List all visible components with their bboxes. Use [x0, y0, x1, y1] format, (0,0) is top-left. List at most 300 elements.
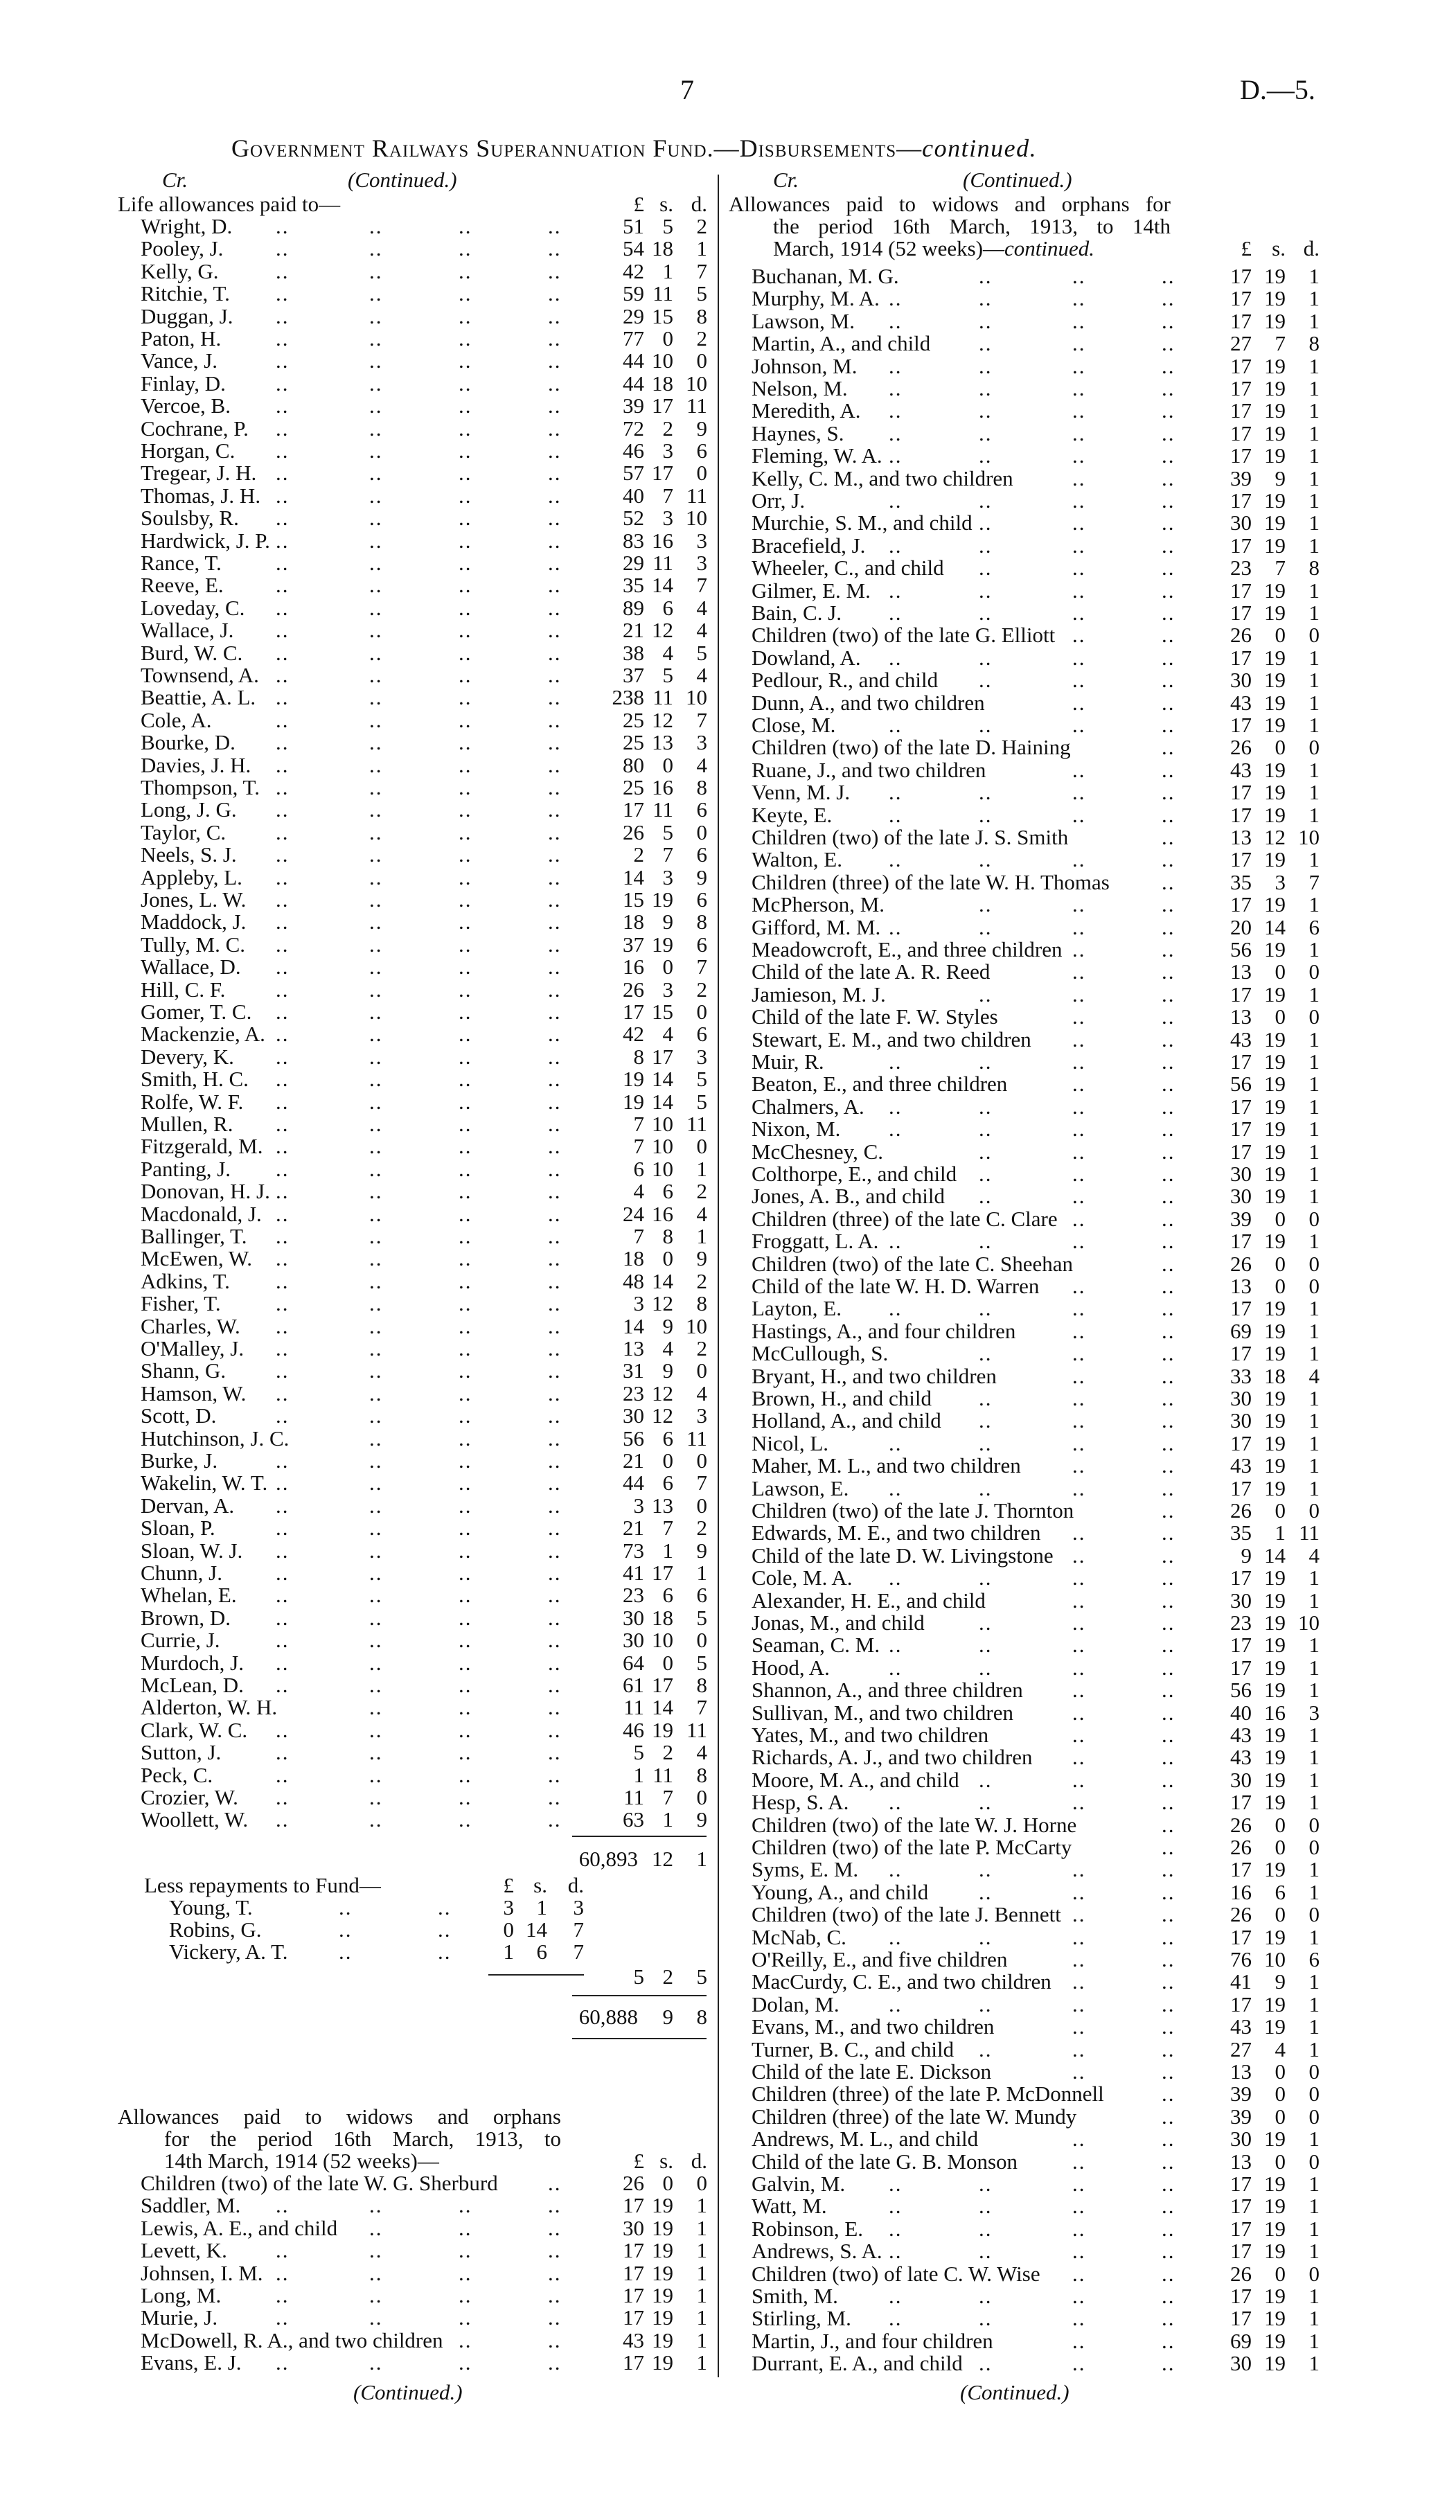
life-allowance-row-pence: 3 — [696, 1045, 707, 1069]
leader-dots: .. — [459, 932, 472, 957]
leader-dots: .. — [1162, 1543, 1175, 1568]
right-widow-row-pence: 1 — [1308, 1049, 1320, 1074]
repayments-pound-header: £ — [503, 1873, 514, 1897]
leader-dots: .. — [369, 1246, 383, 1270]
leader-dots: .. — [889, 2284, 903, 2308]
leader-dots: .. — [276, 955, 290, 979]
right-widow-row-pounds: 26 — [1230, 1902, 1252, 1926]
life-allowance-row-name: Peck, C. — [141, 1763, 213, 1787]
leader-dots: .. — [979, 443, 993, 468]
right-widow-row-pence: 1 — [1308, 2329, 1320, 2353]
leader-dots: .. — [1162, 1274, 1175, 1298]
right-widow-row-name: Close, M. — [752, 713, 836, 737]
leader-dots: .. — [1072, 1229, 1086, 1253]
life-allowance-row-shillings: 17 — [652, 1673, 673, 1697]
leader-dots: .. — [369, 573, 383, 597]
leader-dots: .. — [1162, 758, 1175, 782]
life-allowance-row-pence: 11 — [686, 1718, 707, 1742]
right-widow-row-shillings: 0 — [1275, 2082, 1286, 2106]
right-widow-row-pence: 1 — [1308, 1925, 1320, 1949]
left-widow-row-shillings: 19 — [652, 2193, 673, 2217]
leader-dots: .. — [979, 1139, 993, 1164]
leader-dots: .. — [548, 1134, 562, 1158]
life-allowance-row-pence: 9 — [696, 865, 707, 889]
right-widow-row-shillings: 14 — [1264, 1543, 1286, 1568]
life-allowance-row-pence: 3 — [696, 551, 707, 575]
right-widow-row-pounds: 17 — [1230, 1476, 1252, 1500]
right-widow-row-pounds: 13 — [1230, 1274, 1252, 1298]
leader-dots: .. — [1072, 1049, 1086, 1074]
leader-dots: .. — [548, 438, 562, 463]
right-widow-row-pence: 1 — [1308, 1162, 1320, 1186]
right-widow-row-shillings: 19 — [1264, 982, 1286, 1006]
leader-dots: .. — [1072, 1745, 1086, 1769]
life-allowance-row-pence: 1 — [696, 1561, 707, 1585]
leader-dots: .. — [548, 1807, 562, 1831]
life-allowance-row-pence: 3 — [696, 1403, 707, 1428]
right-widow-row-name: Child of the late D. W. Livingstone — [752, 1543, 1054, 1568]
life-allowance-row-pounds: 39 — [623, 393, 644, 418]
life-allowance-row-pence: 2 — [696, 214, 707, 238]
leader-dots: .. — [1162, 354, 1175, 378]
right-cr-label: Cr. — [773, 168, 799, 192]
right-widow-row-shillings: 19 — [1264, 398, 1286, 423]
life-allowance-row-shillings: 0 — [662, 753, 673, 777]
life-allowance-row-shillings: 19 — [652, 887, 673, 912]
leader-dots: .. — [1072, 556, 1086, 580]
leader-dots: .. — [459, 2328, 472, 2352]
right-widow-row-shillings: 12 — [1264, 825, 1286, 849]
leader-dots: .. — [1162, 2104, 1175, 2129]
right-widow-row-pence: 1 — [1308, 982, 1320, 1006]
life-allowance-row-pence: 10 — [686, 685, 707, 709]
leader-dots: .. — [889, 1431, 903, 1455]
leader-dots: .. — [1162, 803, 1175, 827]
leader-dots: .. — [276, 909, 290, 934]
leader-dots: .. — [369, 932, 383, 957]
right-widow-row-pounds: 30 — [1230, 1184, 1252, 1208]
leader-dots: .. — [276, 2261, 290, 2285]
right-widow-row-name: Jamieson, M. J. — [752, 982, 886, 1006]
left-widow-row-pence: 1 — [696, 2305, 707, 2330]
right-widow-row-pounds: 17 — [1230, 1565, 1252, 1590]
leader-dots: .. — [889, 2217, 903, 2241]
life-allowance-row-pence: 6 — [696, 438, 707, 463]
leader-dots: .. — [979, 578, 993, 603]
leader-dots: .. — [1162, 488, 1175, 513]
right-heading-line-2: the period 16th March, 1913, to 14th — [773, 214, 1171, 238]
leader-dots: .. — [1162, 1004, 1175, 1029]
life-allowance-row-name: Reeve, E. — [141, 573, 224, 597]
leader-dots: .. — [276, 573, 290, 597]
right-widow-row-name: McCullough, S. — [752, 1341, 889, 1365]
leader-dots: .. — [1072, 511, 1086, 535]
leader-dots: .. — [1162, 578, 1175, 603]
leader-dots: .. — [979, 1768, 993, 1792]
leader-dots: .. — [459, 326, 472, 351]
right-widow-row-name: Meadowcroft, E., and three children — [752, 937, 1063, 961]
leader-dots: .. — [459, 1202, 472, 1226]
right-widow-row-pence: 0 — [1308, 623, 1320, 647]
leader-dots: .. — [369, 977, 383, 1002]
leader-dots: .. — [548, 304, 562, 328]
leader-dots: .. — [1162, 1520, 1175, 1545]
right-widow-row-pounds: 17 — [1230, 488, 1252, 513]
leader-dots: .. — [1162, 668, 1175, 692]
leader-dots: .. — [369, 685, 383, 709]
leader-dots: .. — [459, 2216, 472, 2240]
leader-dots: .. — [889, 915, 903, 939]
right-widow-row-pence: 0 — [1308, 1252, 1320, 1276]
leader-dots: .. — [548, 1471, 562, 1495]
right-widow-row-pence: 1 — [1308, 803, 1320, 827]
leader-dots: .. — [1162, 2149, 1175, 2174]
right-widow-row-pence: 1 — [1308, 1745, 1320, 1769]
right-widow-row-name: Child of the late G. B. Monson — [752, 2149, 1018, 2174]
left-widow-row-pounds: 17 — [623, 2283, 644, 2307]
right-widow-row-name: Wheeler, C., and child — [752, 556, 944, 580]
leader-dots: .. — [459, 461, 472, 485]
right-widow-row-shillings: 19 — [1264, 1453, 1286, 1478]
life-allowance-row-name: McLean, D. — [141, 1673, 244, 1697]
repayments-heading: Less repayments to Fund— — [144, 1873, 381, 1897]
leader-dots: .. — [1072, 2306, 1086, 2330]
life-allowance-row-pounds: 31 — [623, 1358, 644, 1383]
left-footer-continued: (Continued.) — [353, 2380, 463, 2404]
life-allowance-row-name: Sloan, P. — [141, 1516, 215, 1540]
net-total-rule — [572, 1995, 707, 1996]
leader-dots: .. — [1162, 511, 1175, 535]
right-widow-row-shillings: 19 — [1264, 1857, 1286, 1881]
leader-dots: .. — [276, 2283, 290, 2307]
right-widow-row-pounds: 17 — [1230, 354, 1252, 378]
right-widow-row-pounds: 39 — [1230, 466, 1252, 490]
leader-dots: .. — [548, 932, 562, 957]
right-heading-line-3-text: March, 1914 (52 weeks)— — [773, 236, 1005, 260]
leader-dots: .. — [369, 483, 383, 508]
life-allowance-row-pence: 9 — [696, 1538, 707, 1563]
left-widow-row-name: Lewis, A. E., and child — [141, 2216, 338, 2240]
right-heading-line-1: Allowances paid to widows and orphans for — [729, 192, 1171, 216]
life-allowance-row-name: Thompson, T. — [141, 775, 260, 799]
leader-dots: .. — [1072, 1902, 1086, 1926]
life-allowance-row-name: Smith, H. C. — [141, 1067, 249, 1091]
life-allowance-row-pence: 6 — [696, 1583, 707, 1607]
right-widow-row-name: Shannon, A., and three children — [752, 1678, 1023, 1702]
leader-dots: .. — [889, 1476, 903, 1500]
leader-dots: .. — [276, 820, 290, 844]
right-widow-row-pence: 3 — [1308, 1701, 1320, 1725]
life-allowance-row-pence: 8 — [696, 775, 707, 799]
repayments-total-pence: 5 — [696, 1964, 707, 1989]
life-allowance-row-pounds: 30 — [623, 1403, 644, 1428]
leader-dots: .. — [889, 1790, 903, 1814]
right-widow-row-name: Nixon, M. — [752, 1117, 841, 1141]
right-widow-row-name: Bryant, H., and two children — [752, 1364, 997, 1388]
right-widow-row-shillings: 19 — [1264, 1049, 1286, 1074]
left-widow-row-pence: 1 — [696, 2193, 707, 2217]
right-widow-row-shillings: 7 — [1275, 556, 1286, 580]
life-allowance-row-shillings: 16 — [652, 529, 673, 553]
leader-dots: .. — [459, 1651, 472, 1675]
leader-dots: .. — [459, 1807, 472, 1831]
leader-dots: .. — [548, 214, 562, 238]
left-widow-row-name: Children (two) of the late W. G. Sherburd — [141, 2171, 498, 2195]
life-allowance-row-pence: 8 — [696, 1673, 707, 1697]
leader-dots: .. — [1072, 2239, 1086, 2263]
leader-dots: .. — [459, 1000, 472, 1024]
leader-dots: .. — [548, 708, 562, 732]
leader-dots: .. — [276, 1090, 290, 1114]
right-widow-row-name: Gilmer, E. M. — [752, 578, 871, 603]
life-allowance-row-name: Beattie, A. L. — [141, 685, 256, 709]
leader-dots: .. — [1162, 2194, 1175, 2218]
leader-dots: .. — [369, 438, 383, 463]
leader-dots: .. — [459, 259, 472, 283]
right-widow-row-name: Froggatt, L. A. — [752, 1229, 879, 1253]
right-widow-row-pence: 1 — [1308, 578, 1320, 603]
leader-dots: .. — [459, 2193, 472, 2217]
right-widow-row-pounds: 27 — [1230, 331, 1252, 355]
right-widow-row-name: Children (three) of the late W. Mundy — [752, 2104, 1077, 2129]
leader-dots: .. — [1072, 2127, 1086, 2151]
left-widows-heading-line-3: 14th March, 1914 (52 weeks)— — [164, 2149, 439, 2173]
right-widow-row-pounds: 17 — [1230, 1117, 1252, 1141]
life-allowance-row-shillings: 10 — [652, 348, 673, 373]
leader-dots: .. — [1072, 488, 1086, 513]
leader-dots: .. — [369, 842, 383, 867]
leader-dots: .. — [369, 2216, 383, 2240]
net-total-pounds: 60,888 — [578, 2005, 638, 2029]
right-widow-row-name: Brown, H., and child — [752, 1386, 932, 1410]
life-allowance-row-shillings: 19 — [652, 1718, 673, 1742]
right-widow-row-pounds: 17 — [1230, 1229, 1252, 1253]
repayment-row-pence: 7 — [573, 1917, 584, 1942]
repayments-total-pounds: 5 — [633, 1964, 644, 1989]
leader-dots: .. — [276, 1606, 290, 1630]
leader-dots: .. — [459, 438, 472, 463]
leader-dots: .. — [1072, 1364, 1086, 1388]
leader-dots: .. — [979, 780, 993, 804]
right-widow-row-shillings: 19 — [1264, 1296, 1286, 1320]
left-widow-row-name: Johnsen, I. M. — [141, 2261, 263, 2285]
leader-dots: .. — [1072, 309, 1086, 333]
leader-dots: .. — [1162, 915, 1175, 939]
leader-dots: .. — [459, 348, 472, 373]
repayment-row-shillings: 6 — [536, 1940, 547, 1964]
life-allowance-row-name: Taylor, C. — [141, 820, 227, 844]
right-widow-row-shillings: 19 — [1264, 2351, 1286, 2375]
leader-dots: .. — [548, 1628, 562, 1652]
right-widow-row-shillings: 19 — [1264, 309, 1286, 333]
life-allowance-row-name: Ritchie, T. — [141, 281, 230, 305]
right-widow-row-pence: 0 — [1308, 735, 1320, 759]
life-allowance-row-name: Kelly, G. — [141, 259, 219, 283]
right-widow-row-pounds: 20 — [1230, 915, 1252, 939]
right-widow-row-shillings: 19 — [1264, 803, 1286, 827]
leader-dots: .. — [276, 1202, 290, 1226]
right-widow-row-shillings: 19 — [1264, 2014, 1286, 2039]
leader-dots: .. — [276, 685, 290, 709]
right-widow-row-pence: 1 — [1308, 1094, 1320, 1119]
life-allowance-row-pence: 6 — [696, 842, 707, 867]
leader-dots: .. — [1162, 1992, 1175, 2016]
life-allowance-row-name: Hutchinson, J. C. — [141, 1426, 290, 1450]
leader-dots: .. — [1072, 1117, 1086, 1141]
right-widow-row-pounds: 17 — [1230, 1992, 1252, 2016]
left-widow-row-name: Levett, K. — [141, 2238, 227, 2262]
leader-dots: .. — [276, 551, 290, 575]
right-widow-row-shillings: 19 — [1264, 376, 1286, 400]
left-widow-row-pence: 1 — [696, 2283, 707, 2307]
leader-dots: .. — [459, 1269, 472, 1293]
leader-dots: .. — [1162, 691, 1175, 715]
leader-dots: .. — [979, 1094, 993, 1119]
leader-dots: .. — [1072, 915, 1086, 939]
right-widow-row-pounds: 17 — [1230, 2217, 1252, 2241]
leader-dots: .. — [369, 1740, 383, 1764]
right-pence-header: d. — [1303, 236, 1320, 260]
life-allowance-row-pounds: 89 — [623, 596, 644, 620]
life-allowance-row-pence: 2 — [696, 1269, 707, 1293]
right-widow-row-name: Beaton, E., and three children — [752, 1072, 1008, 1096]
right-widow-row-pounds: 17 — [1230, 1139, 1252, 1164]
right-widow-row-name: Watt, M. — [752, 2194, 827, 2218]
life-allowance-row-pounds: 29 — [623, 304, 644, 328]
leader-dots: .. — [369, 1202, 383, 1226]
leader-dots: .. — [548, 1583, 562, 1607]
life-allowance-row-pence: 4 — [696, 1740, 707, 1764]
leader-dots: .. — [276, 371, 290, 396]
right-widow-row-shillings: 19 — [1264, 354, 1286, 378]
leader-dots: .. — [459, 1785, 472, 1809]
right-widow-row-pounds: 39 — [1230, 2104, 1252, 2129]
right-widow-row-name: Nelson, M. — [752, 376, 848, 400]
life-allowance-row-shillings: 8 — [662, 1224, 673, 1248]
right-widow-row-name: Chalmers, A. — [752, 1094, 864, 1119]
leader-dots: .. — [1162, 1902, 1175, 1926]
life-allowance-row-name: Hamson, W. — [141, 1381, 247, 1405]
leader-dots: .. — [1072, 2329, 1086, 2353]
leader-dots: .. — [459, 1740, 472, 1764]
right-widow-row-pence: 6 — [1308, 1947, 1320, 1971]
life-allowance-row-pounds: 64 — [623, 1651, 644, 1675]
leader-dots: .. — [889, 1094, 903, 1119]
right-widow-row-pounds: 17 — [1230, 578, 1252, 603]
life-allowance-row-pounds: 77 — [623, 326, 644, 351]
leader-dots: .. — [1162, 1880, 1175, 1904]
life-allowance-row-pounds: 52 — [623, 506, 644, 530]
leader-dots: .. — [276, 887, 290, 912]
leader-dots: .. — [1162, 2284, 1175, 2308]
right-widow-row-pounds: 56 — [1230, 937, 1252, 961]
life-allowance-row-name: Brown, D. — [141, 1606, 231, 1630]
life-allowance-row-pence: 6 — [696, 797, 707, 822]
repayment-row-shillings: 14 — [526, 1917, 547, 1942]
right-widow-row-name: Child of the late W. H. D. Warren — [752, 1274, 1040, 1298]
right-widow-row-name: Children (three) of the late P. McDonnell — [752, 2082, 1104, 2106]
leader-dots: .. — [1162, 1139, 1175, 1164]
right-widow-row-pounds: 17 — [1230, 2239, 1252, 2263]
right-widow-row-shillings: 19 — [1264, 2284, 1286, 2308]
life-allowance-row-name: Macdonald, J. — [141, 1202, 262, 1226]
right-widow-row-shillings: 19 — [1264, 1139, 1286, 1164]
right-widow-row-pence: 1 — [1308, 1678, 1320, 1702]
right-widow-row-shillings: 19 — [1264, 2172, 1286, 2196]
right-widow-row-name: Yates, M., and two children — [752, 1723, 989, 1747]
right-widow-row-name: Venn, M. J. — [752, 780, 851, 804]
life-allowance-row-pence: 4 — [696, 596, 707, 620]
right-widow-row-name: Martin, J., and four children — [752, 2329, 993, 2353]
leader-dots: .. — [548, 1763, 562, 1787]
leader-dots: .. — [459, 955, 472, 979]
right-widow-row-pounds: 17 — [1230, 892, 1252, 916]
leader-dots: .. — [276, 2350, 290, 2375]
leader-dots: .. — [548, 2305, 562, 2330]
life-allowance-row-name: Burke, J. — [141, 1448, 218, 1473]
leader-dots: .. — [369, 708, 383, 732]
leader-dots: .. — [369, 909, 383, 934]
leader-dots: .. — [979, 2217, 993, 2241]
leader-dots: .. — [459, 797, 472, 822]
right-widow-row-pounds: 39 — [1230, 2082, 1252, 2106]
leader-dots: .. — [369, 236, 383, 260]
right-widow-row-name: Stirling, M. — [752, 2306, 851, 2330]
life-allowance-row-pence: 5 — [696, 1090, 707, 1114]
leader-dots: .. — [459, 1493, 472, 1518]
life-allowance-row-pence: 11 — [686, 1426, 707, 1450]
leader-dots: .. — [459, 416, 472, 441]
leader-dots: .. — [1072, 1319, 1086, 1343]
leader-dots: .. — [369, 1785, 383, 1809]
life-allowance-row-name: Horgan, C. — [141, 438, 236, 463]
left-widows-pound-header: £ — [633, 2149, 644, 2173]
right-widow-row-name: McPherson, M. — [752, 892, 885, 916]
right-widow-row-pounds: 26 — [1230, 1813, 1252, 1837]
right-widow-row-pounds: 76 — [1230, 1947, 1252, 1971]
right-widow-row-pounds: 17 — [1230, 982, 1252, 1006]
right-widow-row-name: Turner, B. C., and child — [752, 2037, 955, 2061]
right-widow-row-name: Hastings, A., and four children — [752, 1319, 1016, 1343]
leader-dots: .. — [1162, 1656, 1175, 1680]
right-widow-row-pence: 1 — [1308, 847, 1320, 871]
leader-dots: .. — [276, 461, 290, 485]
right-widow-row-shillings: 19 — [1264, 1229, 1286, 1253]
leader-dots: .. — [1072, 354, 1086, 378]
leader-dots: .. — [369, 1606, 383, 1630]
leader-dots: .. — [548, 529, 562, 553]
right-widow-row-name: Andrews, S. A. — [752, 2239, 882, 2263]
left-widow-row-name: McDowell, R. A., and two children — [141, 2328, 443, 2352]
leader-dots: .. — [1162, 1364, 1175, 1388]
right-widow-row-shillings: 19 — [1264, 758, 1286, 782]
left-widow-row-shillings: 19 — [652, 2216, 673, 2240]
leader-dots: .. — [1162, 646, 1175, 670]
right-widow-row-name: Andrews, M. L., and child — [752, 2127, 979, 2151]
leader-dots: .. — [1072, 758, 1086, 782]
right-widow-row-pence: 1 — [1308, 421, 1320, 445]
leader-dots: .. — [459, 236, 472, 260]
right-widow-row-pounds: 26 — [1230, 735, 1252, 759]
leader-dots: .. — [1072, 2194, 1086, 2218]
leader-dots: .. — [459, 304, 472, 328]
leader-dots: .. — [276, 529, 290, 553]
leader-dots: .. — [979, 1633, 993, 1657]
pence-header: d. — [691, 192, 707, 216]
right-widow-row-pence: 1 — [1308, 466, 1320, 490]
leader-dots: .. — [548, 1112, 562, 1136]
leader-dots: .. — [548, 618, 562, 642]
